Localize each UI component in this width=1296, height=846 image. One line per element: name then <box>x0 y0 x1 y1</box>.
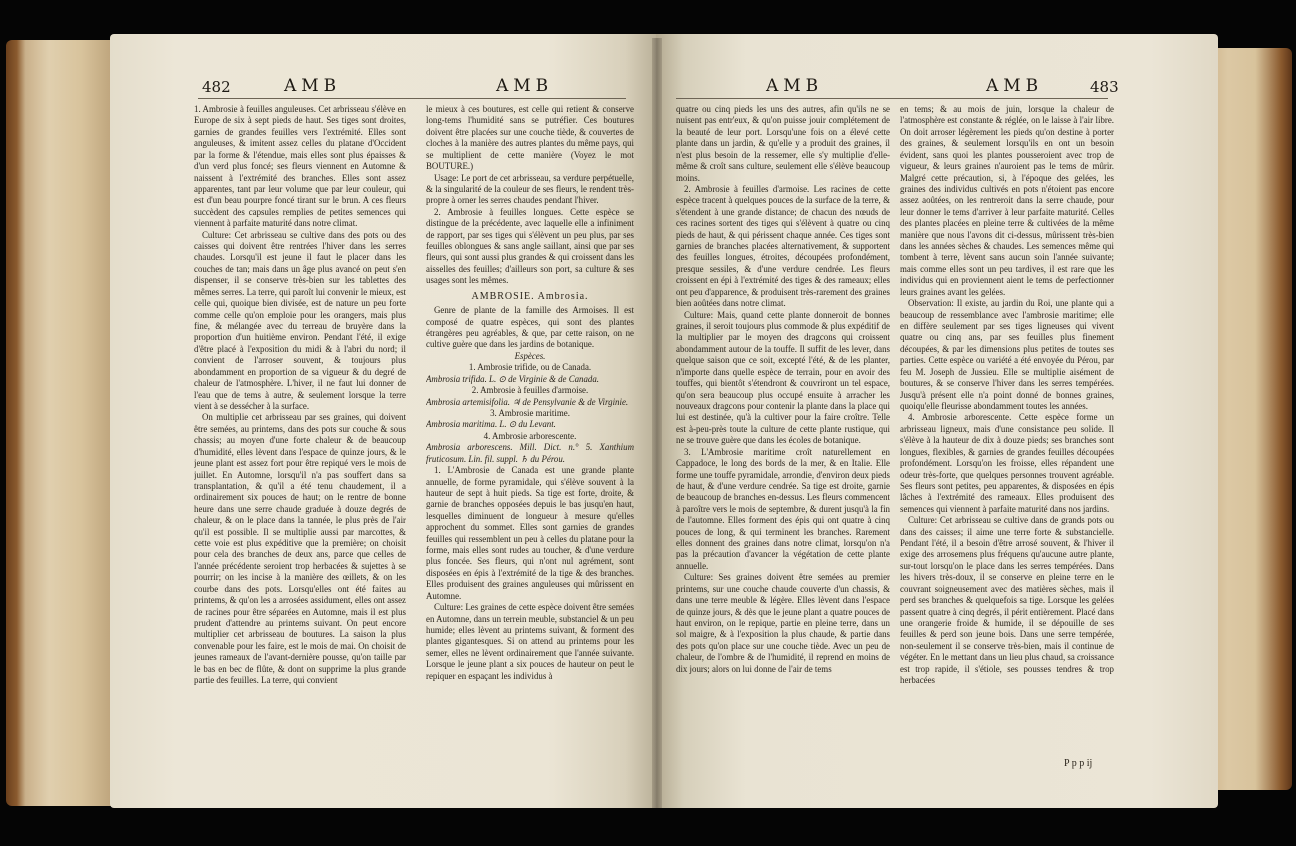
paragraph: quatre ou cinq pieds les uns des autres, afin qu'ils ne se nuisent pas entr'eux, & qu'on puisse jouir complétement de la beauté de leur port. Lorsqu'une fois on a élevé cette plante dans un jardin, & qu'elle y a produit des graines, il n'est plus besoin de la ressemer, elle s'y multiplie d'elle-même & croît sans culture, seulement elle s'élève beaucoup moins. <box>676 104 890 183</box>
paragraph: Culture: Cet arbrisseau se cultive dans des pots ou des caisses qui doivent être rentrées l'hiver dans les serres chaudes. Lorsqu'il est jeune il faut le placer dans les couches de tan; mais dans un âge plus avancé on peut s'en dispenser, il se conserve très-bien sur les tablettes des mêmes serres. La terre, qui paroît lui convenir le mieux, est celle qui, quoique bien divisée, est de nature un peu forte comme celle qu'on emploie pour les orangers, mais plus fine, & mélangée avec du terreau de bruyère dans la proportion d'un huitième environ. Pendant l'été, il exige d'être placé à l'exposition du midi & à l'abri du nord; il convient de l'arroser souvent, & toujours plus abondamment en proportion de sa vigueur & du degré de chaleur de l'atmosphère. L'hiver, il ne faut lui donner de l'eau que de tems à autre, & seulement lorsque la terre vient à se dessécher à la surface. <box>194 229 406 411</box>
species-line: Ambrosia arborescens. Mill. Dict. n.° 5. Xanthium fruticosum. Lin. fil. suppl. ♄ du Pérou. <box>426 442 634 464</box>
left-page-edges <box>6 40 114 806</box>
left-page <box>110 34 658 808</box>
species-line: 4. Ambrosie arborescente. <box>483 430 577 441</box>
paragraph: Genre de plante de la famille des Armoises. Il est composé de quatre espèces, qui sont des plantes étrangères peu agréables, & que, par cette raison, on ne cultive guère que dans les jardins de botanique. <box>426 305 634 350</box>
species-line: Ambrosia trifida. L. ⊙ de Virginie & de Canada. <box>426 373 600 384</box>
paragraph: Culture: Mais, quand cette plante donneroit de bonnes graines, il seroit toujours plus commode & plus expéditif de la multiplier par le moyen des dragcons qui croissent abondamment autour de la touffe. Il suffit de les lever, dans quelque saison que ce soit, excepté l'été, & de les planter, n'importe dans quelle espèce de terrain, pour en avoir des touffes, qui bientôt s'étendront & couvriront un tel espace, qu'on sera beaucoup plus occupé ensuite à arracher les nouveaux dragcons pour contenir la plante dans la place qui lui est destinée, qu'à la cultiver pour la faire croître. Telle est à-peu-près toute la culture de cette plante rustique, qui ne se trouve guère que dans les écoles de botanique. <box>676 309 890 446</box>
running-head-left-2: AMB <box>496 76 554 96</box>
paragraph: 2. Ambrosie à feuilles longues. Cette espèce se distingue de la précédente, avec laquelle elle a infiniment de rapport, par ses tiges qui s'élèvent un peu plus, par ses feuilles oblongues & sans angle saillant, ainsi que par ses fleurs, qui sont aussi plus grandes & qui croissent dans les aisselles des feuilles; d'ailleurs son port, sa culture & ses usages sont les mêmes. <box>426 206 634 286</box>
paragraph: 2. Ambrosie à feuilles d'armoise. Les racines de cette espèce tracent à quelques pouces de la surface de la terre, & s'étendent à une grande distance; de chacun des nœuds de ces racines sortent des tiges qui s'élèvent à quatre ou cinq pieds de haut, & qui périssent chaque année. Ces tiges sont garnies de branches placées alternativement, & supportent des feuilles longues, étroites, découpées profondément, presque sessiles, & d'une verdure cendrée. Les fleurs croissent en épi à l'extrémité des tiges & des rameaux; elles ont peu d'apparence, & produisent très-rarement des graines bien aoûtées dans notre climat. <box>676 183 890 309</box>
text-column-1 <box>194 104 406 772</box>
text-column-2 <box>426 104 634 772</box>
entry-heading: AMBROSIE. Ambrosia. <box>471 290 589 302</box>
running-head-right-1: AMB <box>766 76 824 96</box>
paragraph: 3. L'Ambrosie maritime croît naturellement en Cappadoce, le long des bords de la mer, & en Italie. Elle forme une touffe pyramidale, arrondie, d'environ deux pieds de haut, & d'une verdure cendrée. Sa tige est droite, garnie de beaucoup de branches en-dessus. Les fleurs commencent à paroître vers le mois de septembre, & durent jusqu'à la fin de l'automne. Elles forment des épis qui ont quatre à cinq pouces de long, & qui terminent les branches. Rarement elles donnent des graines dans notre climat, lorsqu'on n'a pas la précaution d'avancer la végétation de cette plante annuelle. <box>676 446 890 571</box>
signature-mark: P p p ij <box>1064 758 1093 769</box>
book-gutter <box>652 38 662 808</box>
running-head-left-1: AMB <box>284 76 342 96</box>
paragraph: Culture: Les graines de cette espèce doivent être semées en Automne, dans un terrein meuble, substanciel & un peu humide; elles lèvent au printems suivant, & forment des plantes gigantesques. Si on attend au printems pour les semer, elles ne lèvent ordinairement que l'année suivante. Lorsque le jeune plant a six pouces de hauteur on peut le repiquer en espaçant les individus à <box>426 602 634 681</box>
paragraph: 1. Ambrosie à feuilles anguleuses. Cet arbrisseau s'élève en Europe de six à sept pieds de haut. Ses tiges sont droites, garnies de grandes feuilles vers l'extrémité. Elles sont anguleuses, & imitent assez celles du platane d'Occident par la forme & l'étendue, mais elles sont plus épaisses & d'un verd plus foncé; ses fleurs viennent en Automne & naissent à l'extrémité des branches. Elles sont assez apparentes, tant par leur volume que par leur couleur, qui est d'un beau pourpre foncé tirant sur le brun. A ces fleurs succèdent des capsules remplies de petites semences qui viennent à parfaite maturité dans notre climat. <box>194 104 406 229</box>
species-line: 1. Ambrosie trifide, ou de Canada. <box>468 362 592 373</box>
page-number-left: 482 <box>202 78 231 96</box>
paragraph: Culture: Cet arbrisseau se cultive dans de grands pots ou dans des caisses; il aime une terre forte & substancielle. Pendant l'été, il a besoin d'être arrosé souvent, & l'hiver il exige des arrosemens plus fréquens qu'aucune autre plante, sur-tout lorsqu'on le place dans les serres tempérées. Dans les hivers très-doux, il se conserve en pleine terre en le couvrant soigneusement avec des matières sèches, mais il perd ses branches & quelquefois sa tige. Lorsque les gelées passent quatre à cinq degrés, il périt entièrement. Placé dans une orangerie froide & humide, il se dépouille de ses feuilles & perd son jeune bois. Dans une serre tempérée, non-seulement il se conserve très-bien, mais il continue de végéter. En le mettant dans un lieu plus chaud, sa croissance est trop rapide, il s'étiole, ses pousses tendres & trop herbacées <box>900 515 1114 686</box>
text-column-3 <box>676 104 890 772</box>
especes-label: Espèces. <box>514 350 546 361</box>
species-line: 3. Ambrosie maritime. <box>490 407 570 418</box>
species-line: Ambrosia maritima. L. ⊙ du Levant. <box>426 419 556 430</box>
right-page <box>656 34 1218 808</box>
paragraph: 4. Ambrosie arborescente. Cette espèce forme un arbrisseau ligneux, mais d'une consistance peu solide. Il s'élève à la hauteur de dix à douze pieds; ses branches sont longues, flexibles, & garnies de grandes feuilles découpées profondément. Lorsqu'on les froisse, elles répandent une odeur très-forte, que quelques personnes trouvent agréable. Ses fleurs sont petites, peu apparentes, & disposées en épis lâches à l'extrémité des rameaux. Elles produisent des semences qui viennent à parfaite maturité dans nos jardins. <box>900 412 1114 514</box>
page-number-right: 483 <box>1090 78 1119 96</box>
paragraph: Usage: Le port de cet arbrisseau, sa verdure perpétuelle, & la singularité de la couleur de ses fleurs, le rendent très-propre à orner les serres chaudes pendant l'hiver. <box>426 172 634 206</box>
running-head-right-2: AMB <box>986 76 1044 96</box>
header-rule-right <box>676 98 1108 99</box>
text-column-4 <box>900 104 1114 758</box>
paragraph: en tems; & au mois de juin, lorsque la chaleur de l'atmosphère est constante & réglée, on le laisse à l'air libre. On doit arroser légèrement les pieds qu'on destine à porter des graines, & seulement lorsqu'ils en ont un besoin évident, sans quoi les plantes pousseroient avec trop de vigueur, & leurs graines n'auroient pas le tems de mûrir. Malgré cette précaution, si, à l'époque des gelées, les graines des individus cultivés en pots n'étoient pas encore assez aoûtées, on les rentreroit dans la serre chaude, pour leur donner le tems d'arriver à leur parfaite maturité. Celles des plantes placées en pleine terre & cultivées de la même manière que nous l'avons dit ci-dessus, mûrissent très-bien dans les années sèches & chaudes. Les semences même qui tombent à terre, lèvent sans aucun soin l'année suivante; mais comme elles sont un peu tardives, il est rare que les individus qui en proviennent aient le tems de perfectionner leurs graines avant les gelées. <box>900 104 1114 297</box>
open-book <box>6 28 1292 818</box>
header-rule-left <box>198 98 626 99</box>
paragraph: 1. L'Ambrosie de Canada est une grande plante annuelle, de forme pyramidale, qui s'élève souvent à la hauteur de sept à huit pieds. Sa tige est forte, droite, & garnie de branches opposées depuis le bas jusqu'en haut, lesquelles diminuent de longueur à mesure qu'elles approchent du sommet. Elles sont garnies de grandes feuilles qui ressemblent un peu à celles du platane pour la forme, mais elles sont rudes au toucher, & d'une verdure plus foncée. Ses fleurs, qui n'ont nul agrément, sont disposées en épis à l'extrémité de la tige & des branches. Elles produisent des graines anguleuses qui mûrissent en Automne. <box>426 465 634 601</box>
species-line: 2. Ambrosie à feuilles d'armoise. <box>471 385 589 396</box>
paragraph: le mieux à ces boutures, est celle qui retient & conserve long-tems l'humidité sans se putréfier. Ces boutures doivent être placées sur une couche tiède, & couvertes de cloches à la manière des autres plantes du même pays, qui se multiplient de cette manière (Voyez le mot BOUTURE.) <box>426 104 634 172</box>
species-line: Ambrosia artemisifolia. ♃ de Pensylvanie & de Virginie. <box>426 396 629 407</box>
paragraph: On multiplie cet arbrisseau par ses graines, qui doivent être semées, au printems, dans des pots sur couche & sous chassis; au moyen d'une forte chaleur & de beaucoup d'humidité, elles lèvent dans l'espace de quinze jours, & le jeune plant est assez fort pour être repiqué vers le mois de juillet. En Automne, lorsqu'il n'a pas souffert dans sa transplantation, & qu'il a été tenu chaudement, il a ordinairement six pouces de haut; on le rentre de bonne heure dans une serre chaude graduée à douze degrés de chaleur, & on le place dans la tannée, le plus près de l'air qu'il est possible. Il se multiplie aussi par marcottes, & cette voie est plus expéditive que la première; on choisit pour cela des branches de deux ans, parce que celles de l'année précédente seroient trop herbacées & sujettes à se pourrir; on les incise à la manière des œillets, & on les courbe dans des pots. Lorsqu'elles ont été faites au printems, & qu'on les a arrosées assidument, elles ont assez de racines pour être séparées en Automne, mais il est plus prudent d'attendre au printems suivant. On peut encore multiplier cet arbrisseau de boutures. La saison la plus convenable pour les faire, est le mois de mai. On choisit de jeunes rameaux de l'avant-dernière pousse, qu'on taille par le bas en bec de flûte, & dont on supprime la plus grande partie des feuilles. La terre, qui convient <box>194 412 406 686</box>
paragraph: Culture: Ses graines doivent être semées au premier printems, sur une couche chaude couverte d'un chassis, & dans une terre meuble & légère. Elles lèvent dans l'espace de quinze jours, & dès que le jeune plant a quatre pouces de haut environ, on le repique, partie en pleine terre, dans un sol maigre, & à l'exposition la plus chaude, & partie dans des pots qu'on place sur une couche tiède. Avec un peu de chaleur, de l'ombre & de l'humidité, il reprend en moins de dix jours; alors on lui donne de l'air de tems <box>676 572 890 674</box>
paragraph: Observation: Il existe, au jardin du Roi, une plante qui a beaucoup de ressemblance avec l'ambrosie maritime; elle en diffère seulement par ses tiges ligneuses qui vivent quatre ou cinq ans, par ses feuilles plus finement découpées, & par les dimensions plus petites de toutes ses parties. Cette espèce ou variété a été envoyée du Pérou, par feu M. Joseph de Jussieu. Elle se multiplie aisément de boutures, & se conserve l'hiver dans les serres tempérées. Jusqu'à présent elle n'a point donné de bonnes graines, quoiqu'elle fleurisse abondamment toutes les années. <box>900 298 1114 411</box>
